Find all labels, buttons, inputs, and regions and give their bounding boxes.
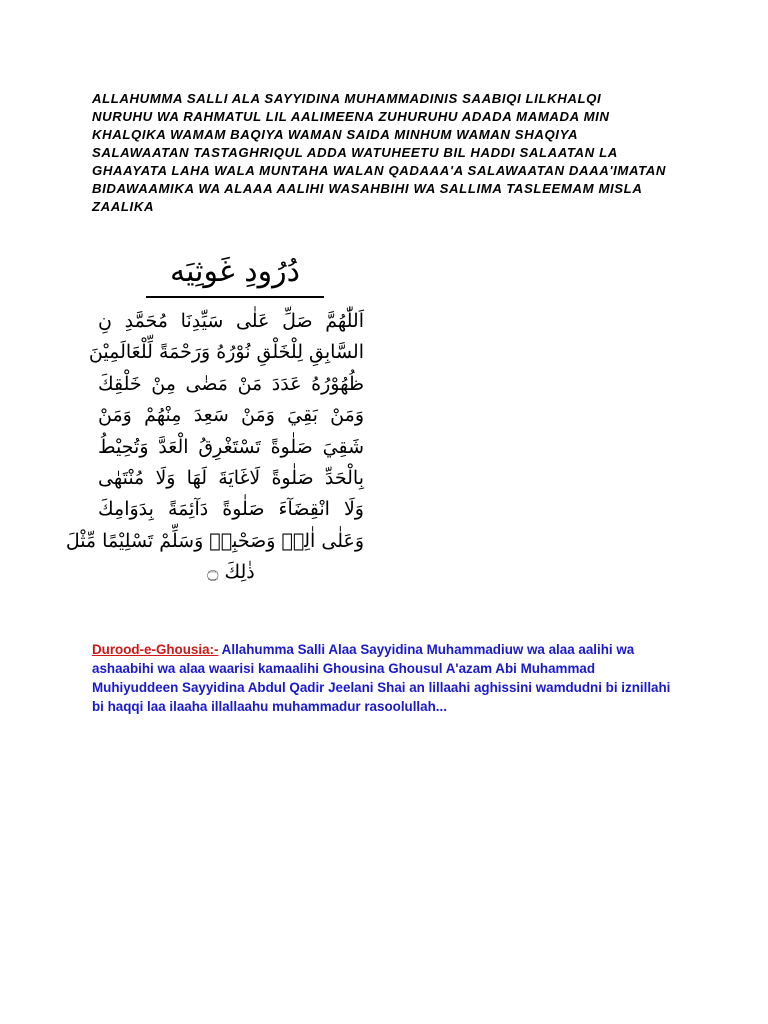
arabic-line: شَقِيَ صَلٰوةً تَسْتَغْرِقُ الْعَدَّ وَتُحِيْطُ — [98, 435, 364, 458]
arabic-title: دُرُودِ غَوثِيَه — [170, 254, 300, 289]
arabic-durood-image — [65, 250, 380, 630]
transliteration-line: NURUHU WA RAHMATUL LIL AALIMEENA ZUHURUHU ADADA MAMADA MIN — [92, 109, 610, 124]
arabic-line: وَعَلٰى اٰلِهٖ وَصَحْبِهٖ وَسَلِّمْ تَسْلِيْمًا مِّثْلَ — [65, 529, 364, 552]
transliteration-line: ZAALIKA — [92, 199, 155, 214]
arabic-line: بِالْحَدِّ صَلٰوةً لَاغَايَةَ لَهَا وَلَا مُنْتَهٰى — [98, 466, 364, 489]
durood-transliteration — [92, 90, 672, 216]
arabic-line: السَّابِقِ لِلْخَلْقِ نُوْرُهُ وَرَحْمَةً لِّلْعَالَمِيْنَ — [88, 341, 364, 364]
durood-e-ghousia-paragraph — [92, 640, 682, 716]
arabic-verse-lines — [65, 306, 364, 589]
arabic-line: وَمَنْ بَقِيَ وَمَنْ سَعِدَ مِنْهُمْ وَمَنْ — [98, 404, 364, 427]
transliteration-line: ALLAHUMMA SALLI ALA SAYYIDINA MUHAMMADINIS SAABIQI LILKHALQI — [92, 91, 602, 106]
transliteration-line: BIDAWAAMIKA WA ALAAA AALIHI WASAHBIHI WA SALLIMA TASLEEMAM MISLA — [92, 181, 643, 196]
arabic-line: وَلَا انْقِضَآءَ صَلٰوةً دَآئِمَةً بِدَوَامِكَ — [98, 498, 364, 521]
ghousia-label: Durood-e-Ghousia:- — [92, 642, 219, 657]
transliteration-line: GHAAYATA LAHA WALA MUNTAHA WALAN QADAAA'A SALAWAATAN DAAA'IMATAN — [92, 163, 667, 178]
transliteration-line: SALAWAATAN TASTAGHRIQUL ADDA WATUHEETU BIL HADDI SALAATAN LA — [92, 145, 618, 160]
transliteration-line: KHALQIKA WAMAM BAQIYA WAMAN SAIDA MINHUM WAMAN SHAQIYA — [92, 127, 579, 142]
title-underline — [146, 296, 324, 298]
arabic-line: ذٰلِكَ ۝ — [207, 561, 255, 584]
arabic-line: ظُهُوْرُهُ عَدَدَ مَنْ مَضٰى مِنْ خَلْقِكَ — [98, 372, 364, 395]
ghousia-text: Allahumma Salli Alaa Sayyidina Muhammadiuw wa alaa aalihi wa ashaabihi wa alaa waarisi kamaalihi Ghousina Ghousul A'azam Abi Muhammad Muhiyuddeen Sayyidina Abdul Qadir Jeelani Shai an lillaahi aghissini wamdudni bi iznillahi bi haqqi laa ilaaha illallaahu muhammadur rasoolullah... — [92, 642, 671, 714]
arabic-line: اَللّٰهُمَّ صَلِّ عَلٰى سَيِّدِنَا مُحَمَّدِ نِ — [98, 310, 364, 332]
